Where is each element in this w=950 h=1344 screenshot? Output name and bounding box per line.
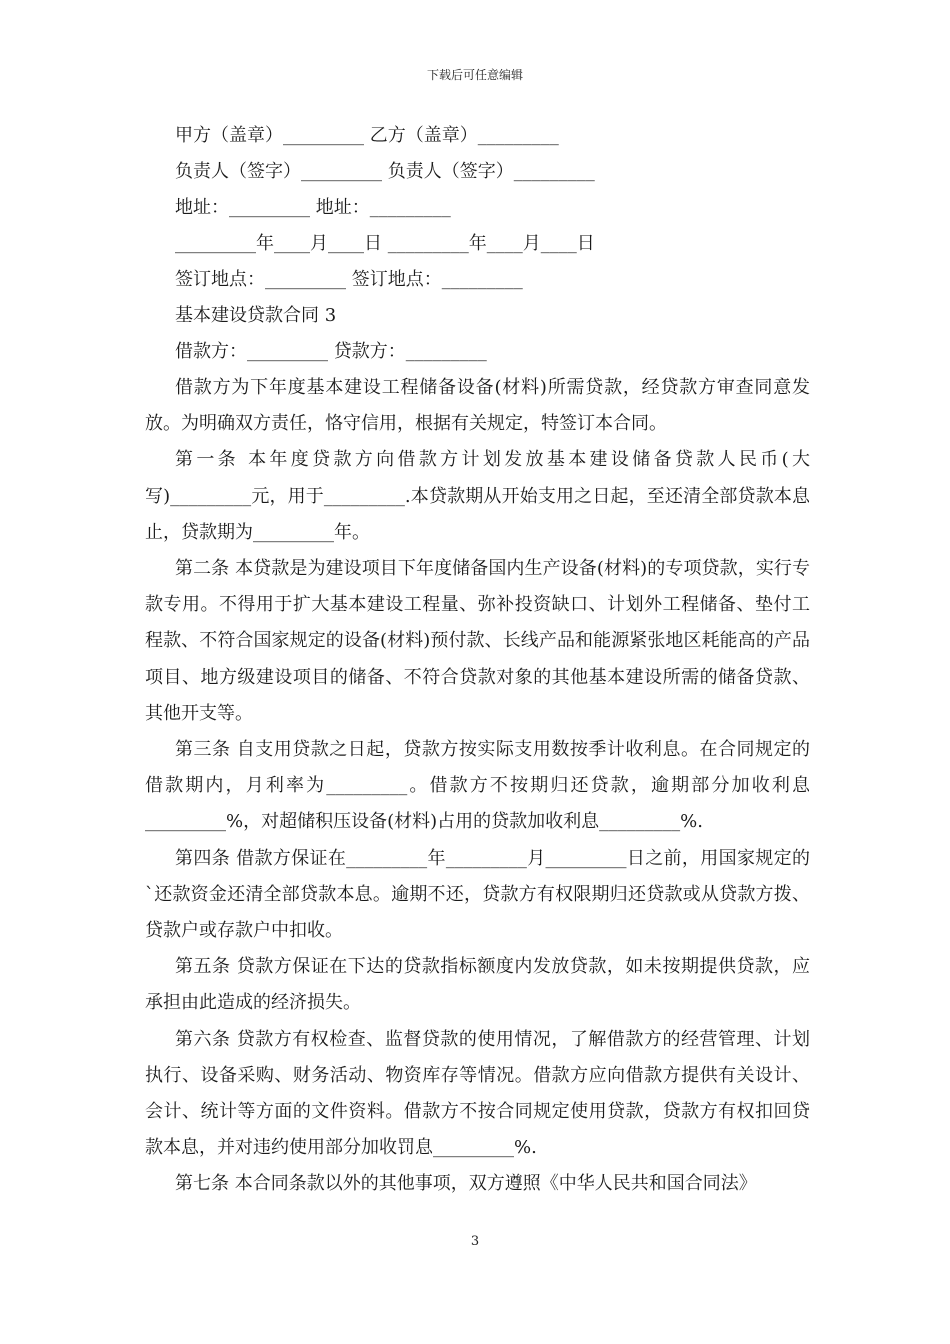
paragraph-article-6: 第六条 贷款方有权检查、监督贷款的使用情况，了解借款方的经营管理、计划执行、设备采购、财务活动、物资库存等情况。借款方应向借款方提供有关设计、会计、统计等方面的文件资料。借款方不按合同规定使用贷款，贷款方有权扣回贷款本息，并对违约使用部分加收罚息_________%. <box>145 1028 810 1159</box>
signature-line-address: 地址：_________ 地址：_________ <box>175 197 451 218</box>
contract-title: 基本建设贷款合同 3 <box>175 305 337 326</box>
paragraph-preamble: 借款方为下年度基本建设工程储备设备(材料)所需贷款，经贷款方审查同意发放。为明确双方责任，恪守信用，根据有关规定，特签订本合同。 <box>145 377 810 435</box>
paragraph-article-2: 第二条 本贷款是为建设项目下年度储备国内生产设备(材料)的专项贷款，实行专款专用。不得用于扩大基本建设工程量、弥补投资缺口、计划外工程储备、垫付工程款、不符合国家规定的设备(材料)预付款、长线产品和能源紧张地区耗能高的产品项目、地方级建设项目的储备、不符合贷款对象的其他基本建设所需的储备贷款、其他开支等。 <box>145 558 810 724</box>
signature-line-party: 甲方（盖章）_________ 乙方（盖章）_________ <box>175 125 559 146</box>
paragraph-article-5: 第五条 贷款方保证在下达的贷款指标额度内发放贷款，如未按期提供贷款，应承担由此造成的经济损失。 <box>145 956 810 1014</box>
page-header: 下载后可任意编辑 <box>426 68 523 82</box>
paragraph-article-1: 第一条 本年度贷款方向借款方计划发放基本建设储备贷款人民币(大写)_________元，用于_________.本贷款期从开始支用之日起，至还清全部贷款本息止，贷款期为_________年。 <box>145 449 810 543</box>
signature-line-date: _________年____月____日 _________年____月____日 <box>175 233 595 254</box>
page-number: 3 <box>470 1234 480 1249</box>
signature-line-responsible: 负责人（签字）_________ 负责人（签字）_________ <box>175 161 595 182</box>
parties-line: 借款方：_________ 贷款方：_________ <box>175 341 487 362</box>
signature-line-place: 签订地点：_________ 签订地点：_________ <box>175 269 523 290</box>
paragraph-article-3: 第三条 自支用贷款之日起，贷款方按实际支用数按季计收利息。在合同规定的借款期内，月利率为_________。借款方不按期归还贷款，逾期部分加收利息_________%，对超储积压设备(材料)占用的贷款加收利息_________%. <box>145 739 810 833</box>
document-body <box>145 118 810 1203</box>
paragraph-article-7: 第七条 本合同条款以外的其他事项，双方遵照《中华人民共和国合同法》 <box>175 1173 757 1195</box>
paragraph-article-4: 第四条 借款方保证在_________年_________月_________日之前，用国家规定的`还款资金还清全部贷款本息。逾期不还，贷款方有权限期归还贷款或从贷款方拨、贷款户或存款户中扣收。 <box>145 847 810 942</box>
